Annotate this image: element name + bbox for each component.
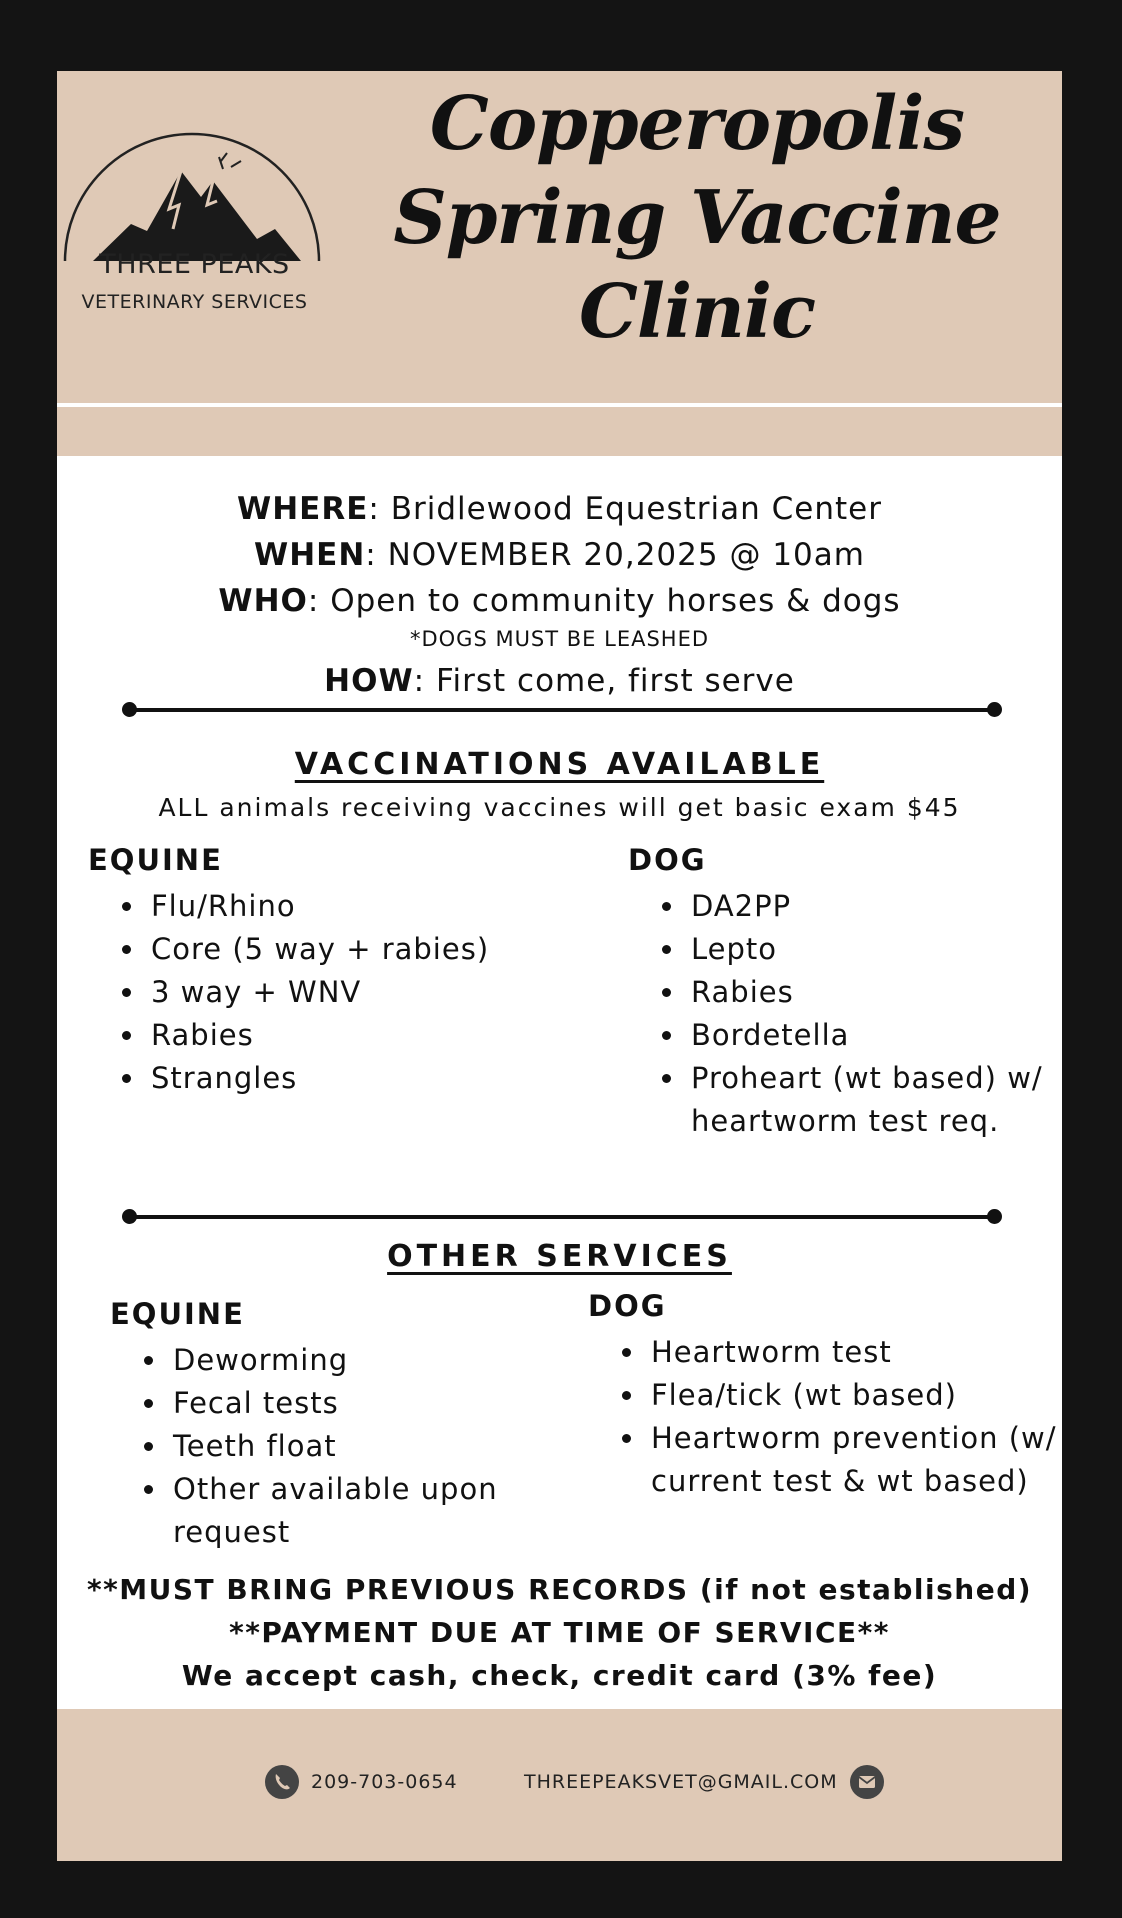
- list-item: • 3 way + WNV: [147, 971, 587, 1014]
- other-equine-heading: EQUINE: [110, 1297, 245, 1331]
- list-item: • Fecal tests: [169, 1382, 549, 1425]
- where-label: WHERE: [237, 491, 369, 527]
- title-line-3: Clinic: [578, 269, 816, 355]
- header-divider: [57, 403, 1062, 407]
- page-title: [357, 77, 1037, 359]
- vacc-equine-heading: EQUINE: [88, 843, 223, 877]
- title-line-2: Spring Vaccine: [393, 175, 1001, 261]
- list-item: • Flea/tick (wt based): [647, 1374, 1057, 1417]
- phone-contact[interactable]: [265, 1765, 458, 1799]
- who-line: [57, 583, 1062, 619]
- divider-2: [128, 1215, 996, 1219]
- list-item: • Flu/Rhino: [147, 885, 587, 928]
- list-item: • Lepto: [687, 928, 1062, 971]
- other-dog-heading: DOG: [588, 1289, 667, 1323]
- list-item: • Strangles: [147, 1057, 587, 1100]
- other-dog-list: [617, 1331, 1057, 1503]
- title-line-1: Copperopolis: [429, 81, 965, 167]
- when-line: [57, 537, 1062, 573]
- who-value: : Open to community horses & dogs: [307, 583, 901, 619]
- logo-name: THREE PEAKS: [99, 249, 290, 280]
- email-contact[interactable]: [524, 1765, 884, 1799]
- mail-icon: [850, 1765, 884, 1799]
- list-item: • Rabies: [687, 971, 1062, 1014]
- records-bold: **MUST BRING PREVIOUS RECORDS: [86, 1573, 689, 1606]
- who-label: WHO: [218, 583, 308, 619]
- accepted-payments: We accept cash, check, credit card (3% fee): [181, 1659, 938, 1692]
- leash-note: *DOGS MUST BE LEASHED: [409, 627, 710, 651]
- where-line: [57, 491, 1062, 527]
- list-item: • Bordetella: [687, 1014, 1062, 1057]
- when-label: WHEN: [254, 537, 366, 573]
- list-item: • Core (5 way + rabies): [147, 928, 587, 971]
- other-equine-list: [139, 1339, 549, 1554]
- vacc-dog-list: [657, 885, 1062, 1143]
- vaccinations-heading: VACCINATIONS AVAILABLE: [294, 747, 825, 782]
- payment-note: **PAYMENT DUE AT TIME OF SERVICE**: [229, 1616, 890, 1649]
- other-services-heading: OTHER SERVICES: [387, 1239, 732, 1274]
- vaccinations-subline: ALL animals receiving vaccines will get basic exam $45: [158, 793, 961, 822]
- phone-number: 209-703-0654: [311, 1771, 458, 1793]
- list-item: • Other available upon request: [169, 1468, 549, 1554]
- list-item: • DA2PP: [687, 885, 1062, 928]
- records-rest: (if not established): [688, 1573, 1033, 1606]
- vacc-equine-list: [117, 885, 587, 1100]
- email-address: THREEPEAKSVET@GMAIL.COM: [524, 1771, 838, 1793]
- list-item: • Deworming: [169, 1339, 549, 1382]
- phone-icon: [265, 1765, 299, 1799]
- logo-subtitle: VETERINARY SERVICES: [81, 291, 308, 313]
- list-item: • Rabies: [147, 1014, 587, 1057]
- flyer: [57, 71, 1062, 1861]
- where-value: : Bridlewood Equestrian Center: [368, 491, 882, 527]
- footer-band: [57, 1709, 1062, 1861]
- vacc-dog-heading: DOG: [628, 843, 707, 877]
- list-item: • Heartworm test: [647, 1331, 1057, 1374]
- header-band: [57, 71, 1062, 456]
- list-item: • Heartworm prevention (w/ current test & wt based): [647, 1417, 1057, 1503]
- list-item: • Teeth float: [169, 1425, 549, 1468]
- divider-1: [128, 708, 996, 712]
- how-value: : First come, first serve: [413, 663, 795, 699]
- records-note: [57, 1573, 1062, 1606]
- how-line: [57, 663, 1062, 699]
- how-label: HOW: [324, 663, 414, 699]
- when-value: : NOVEMBER 20,2025 @ 10am: [365, 537, 865, 573]
- list-item: • Proheart (wt based) w/ heartworm test req.: [687, 1057, 1062, 1143]
